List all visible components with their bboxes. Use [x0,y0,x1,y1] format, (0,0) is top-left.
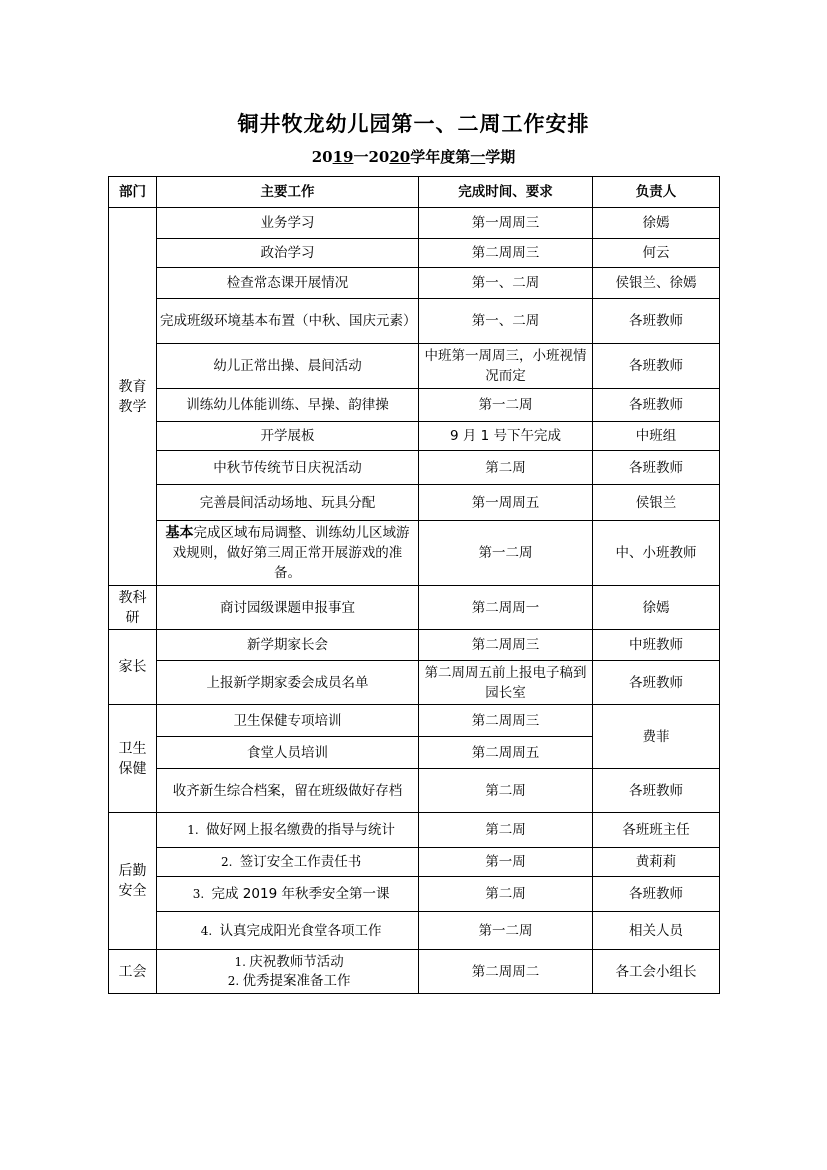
work-text: 认真完成阳光食堂各项工作 [219,922,382,939]
time-cell: 第一二周 [419,912,593,950]
dept-health [109,705,157,813]
table-row [109,877,720,912]
owner-cell: 各班教师 [593,769,720,813]
table-header-row [109,177,720,208]
work-text: 完成区域布局调整、训练幼儿区域游戏规则，做好第三周正常开展游戏的准备。 [172,525,410,581]
owner-cell: 各班教师 [593,877,720,912]
time-cell: 中班第一周周三，小班视情况而定 [419,344,593,389]
owner-cell: 中班组 [593,422,720,451]
dept-logistics-line2: 安全 [118,883,147,899]
owner-cell: 各班教师 [593,344,720,389]
table-row [109,912,720,950]
work-text: 完成 2019 年秋季安全第一课 [211,886,390,902]
owner-cell: 黄莉莉 [593,848,720,877]
table-row [109,813,720,848]
owner-cell: 徐嫣 [593,208,720,239]
work-cell [157,848,419,877]
subtitle-year-end: 20 [389,148,411,166]
header-time: 完成时间、要求 [419,177,593,208]
work-cell: 业务学习 [157,208,419,239]
work-cell: 卫生保健专项培训 [157,705,419,737]
owner-cell: 各班教师 [593,661,720,705]
schedule-table [108,176,720,994]
subtitle-term-text: 学年度第 [410,148,471,166]
work-cell: 收齐新生综合档案，留在班级做好存档 [157,769,419,813]
time-cell: 第二周周三 [419,239,593,268]
work-text: 庆祝教师节活动 [249,953,344,970]
union-item [160,953,415,972]
owner-cell: 各班教师 [593,389,720,422]
time-cell: 第二周周三 [419,705,593,737]
work-cell: 完善晨间活动场地、玩具分配 [157,485,419,521]
work-text: 优秀提案准备工作 [242,972,351,989]
item-number: 3. [192,887,205,901]
table-row [109,422,720,451]
time-cell: 第二周周五 [419,737,593,769]
table-row [109,630,720,661]
work-cell: 上报新学期家委会成员名单 [157,661,419,705]
work-cell: 新学期家长会 [157,630,419,661]
time-cell: 第一周周五 [419,485,593,521]
subtitle-year-start: 19 [332,148,354,166]
work-cell: 开学展板 [157,422,419,451]
work-bold-prefix: 基本 [165,525,194,541]
table-row [109,451,720,485]
table-row [109,848,720,877]
subtitle-term-suffix: 学期 [485,148,516,166]
owner-cell: 徐嫣 [593,586,720,630]
work-cell [157,813,419,848]
subtitle-year-mid: 一20 [353,148,390,166]
work-text: 做好网上报名缴费的指导与统计 [206,822,395,838]
work-cell [157,877,419,912]
dept-parents: 家长 [109,630,157,705]
table-row [109,389,720,422]
owner-cell: 侯银兰 [593,485,720,521]
work-cell: 训练幼儿体能训练、早操、韵律操 [157,389,419,422]
work-cell: 中秋节传统节日庆祝活动 [157,451,419,485]
time-cell: 第二周周三 [419,630,593,661]
work-cell [157,950,419,994]
dept-research [109,586,157,630]
dept-research-line2: 研 [125,609,140,626]
time-cell: 第一二周 [419,389,593,422]
item-number: 2. [227,973,240,988]
table-row [109,769,720,813]
item-number: 1. [234,954,246,969]
table-row [109,344,720,389]
item-number: 4. [200,923,213,938]
header-work: 主要工作 [157,177,419,208]
dept-teaching [109,208,157,586]
dept-research-line1: 教科 [118,589,147,606]
work-cell: 政治学习 [157,239,419,268]
work-cell [157,912,419,950]
time-cell: 第二周 [419,451,593,485]
table-row [109,268,720,299]
subtitle-term-number: 一 [470,148,486,166]
owner-cell: 中班教师 [593,630,720,661]
table-row [109,661,720,705]
owner-cell: 各班教师 [593,451,720,485]
table-row [109,950,720,994]
work-cell: 完成班级环境基本布置（中秋、国庆元素） [157,299,419,344]
work-cell: 食堂人员培训 [157,737,419,769]
dept-health-line1: 卫生 [118,740,147,757]
header-dept: 部门 [109,177,157,208]
time-cell: 第一二周 [419,521,593,586]
dept-logistics [109,813,157,950]
page-subtitle [0,146,827,167]
table-row [109,208,720,239]
owner-cell: 各工会小组长 [593,950,720,994]
time-cell: 第二周 [419,877,593,912]
table-row [109,239,720,268]
owner-cell: 中、小班教师 [593,521,720,586]
dept-health-line2: 保健 [118,760,147,777]
page-title: 铜井牧龙幼儿园第一、二周工作安排 [237,111,590,136]
dept-union: 工会 [109,950,157,994]
work-text: 签订安全工作责任书 [239,854,362,870]
table-row [109,705,720,737]
time-cell: 9 月 1 号下午完成 [419,422,593,451]
time-cell: 第一、二周 [419,299,593,344]
owner-cell: 相关人员 [593,912,720,950]
time-cell: 第二周周一 [419,586,593,630]
header-owner: 负责人 [593,177,720,208]
table-row [109,485,720,521]
dept-teaching-line1: 教育 [118,378,147,395]
owner-cell: 各班教师 [593,299,720,344]
owner-cell: 各班班主任 [593,813,720,848]
time-cell: 第二周 [419,813,593,848]
time-cell: 第二周周二 [419,950,593,994]
time-cell: 第二周 [419,769,593,813]
work-cell [157,521,419,586]
table-row [109,521,720,586]
item-number: 1. [187,823,199,837]
table-row [109,299,720,344]
item-number: 2. [221,855,233,869]
time-cell: 第一周周三 [419,208,593,239]
owner-cell: 何云 [593,239,720,268]
owner-cell: 侯银兰、徐嫣 [593,268,720,299]
dept-teaching-line2: 教学 [118,398,147,415]
owner-cell-shared: 费菲 [593,705,720,769]
dept-logistics-line1: 后勤 [118,863,147,879]
subtitle-year-prefix: 20 [311,148,333,166]
time-cell: 第一周 [419,848,593,877]
work-cell: 检查常态课开展情况 [157,268,419,299]
table-row [109,586,720,630]
work-cell: 幼儿正常出操、晨间活动 [157,344,419,389]
time-cell: 第二周周五前上报电子稿到园长室 [419,661,593,705]
union-item [160,972,415,991]
time-cell: 第一、二周 [419,268,593,299]
work-cell: 商讨园级课题申报事宜 [157,586,419,630]
